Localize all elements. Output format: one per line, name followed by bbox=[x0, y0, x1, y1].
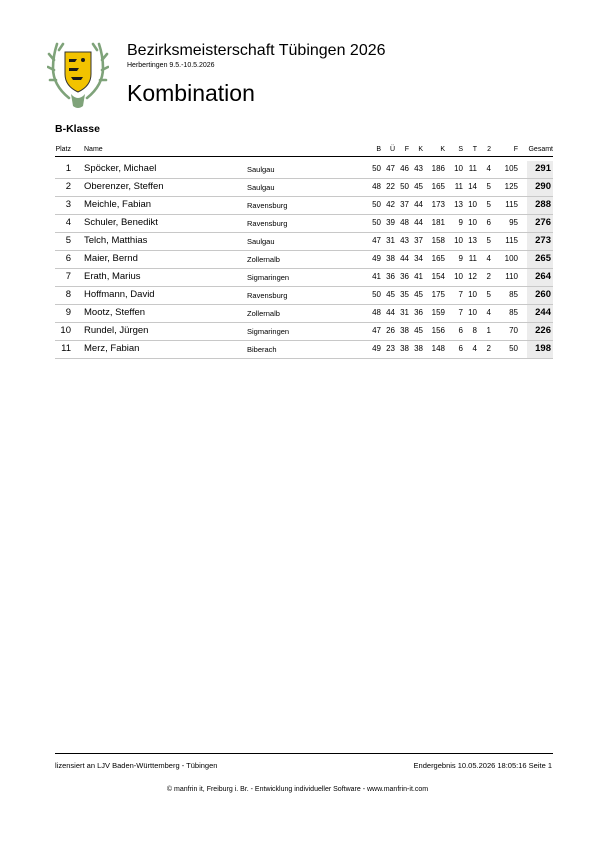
competitor-name: Hoffmann, David bbox=[84, 289, 155, 300]
club-name: Ravensburg bbox=[247, 291, 288, 300]
score-gesamt: 260 bbox=[535, 289, 551, 300]
competitor-name: Rundel, Jürgen bbox=[84, 325, 149, 336]
col-t: T bbox=[472, 146, 477, 153]
score-2: 5 bbox=[486, 236, 491, 245]
club-name: Sigmaringen bbox=[247, 273, 290, 282]
score-f-total: 105 bbox=[504, 164, 518, 173]
score-f-total: 125 bbox=[504, 182, 518, 191]
competitor-name: Spöcker, Michael bbox=[84, 163, 157, 174]
score-f: 38 bbox=[400, 326, 409, 335]
score-f: 31 bbox=[400, 308, 409, 317]
score-gesamt: 244 bbox=[535, 307, 551, 318]
col-b: B bbox=[376, 146, 381, 153]
rank: 5 bbox=[65, 235, 71, 246]
event-date-location: Herbertingen 9.5.-10.5.2026 bbox=[127, 62, 215, 69]
score-t: 10 bbox=[468, 218, 477, 227]
score-b: 41 bbox=[372, 272, 381, 281]
score-t: 10 bbox=[468, 290, 477, 299]
score-u: 38 bbox=[386, 254, 395, 263]
score-2: 4 bbox=[486, 254, 491, 263]
table-row bbox=[55, 215, 553, 233]
score-t: 4 bbox=[472, 344, 477, 353]
score-s: 10 bbox=[454, 236, 463, 245]
score-f-total: 50 bbox=[509, 344, 518, 353]
score-b: 49 bbox=[372, 344, 381, 353]
score-t: 13 bbox=[468, 236, 477, 245]
club-name: Zollernalb bbox=[247, 255, 280, 264]
score-f-total: 85 bbox=[509, 290, 518, 299]
score-2: 6 bbox=[486, 218, 491, 227]
score-b: 50 bbox=[372, 218, 381, 227]
table-row bbox=[55, 251, 553, 269]
club-name: Ravensburg bbox=[247, 201, 288, 210]
rank: 10 bbox=[60, 325, 71, 336]
score-k: 37 bbox=[414, 236, 423, 245]
score-t: 11 bbox=[468, 164, 477, 173]
score-f: 38 bbox=[400, 344, 409, 353]
club-name: Saulgau bbox=[247, 237, 275, 246]
competitor-name: Telch, Matthias bbox=[84, 235, 148, 246]
score-t: 10 bbox=[468, 200, 477, 209]
score-f-total: 115 bbox=[505, 236, 518, 245]
score-gesamt: 198 bbox=[535, 343, 551, 354]
col-f-total: F bbox=[513, 146, 518, 153]
score-k-total: 158 bbox=[431, 236, 445, 245]
score-b: 48 bbox=[372, 182, 381, 191]
score-t: 12 bbox=[468, 272, 477, 281]
score-k-total: 156 bbox=[431, 326, 445, 335]
score-f-total: 95 bbox=[509, 218, 518, 227]
rank: 9 bbox=[65, 307, 71, 318]
score-s: 10 bbox=[454, 164, 463, 173]
score-k: 45 bbox=[414, 182, 423, 191]
score-k: 41 bbox=[414, 272, 423, 281]
result-timestamp: Endergebnis 10.05.2026 18:05:16 Seite 1 bbox=[413, 761, 552, 770]
score-b: 50 bbox=[372, 164, 381, 173]
score-2: 5 bbox=[486, 182, 491, 191]
score-u: 42 bbox=[386, 200, 395, 209]
score-u: 31 bbox=[386, 236, 395, 245]
score-f: 44 bbox=[400, 254, 409, 263]
club-name: Saulgau bbox=[247, 183, 275, 192]
results-table bbox=[55, 161, 553, 359]
score-2: 5 bbox=[486, 200, 491, 209]
score-gesamt: 265 bbox=[535, 253, 551, 264]
score-gesamt: 288 bbox=[535, 199, 551, 210]
score-f: 46 bbox=[400, 164, 409, 173]
score-s: 13 bbox=[454, 200, 463, 209]
score-2: 4 bbox=[486, 164, 491, 173]
table-row bbox=[55, 323, 553, 341]
score-u: 22 bbox=[386, 182, 395, 191]
rank: 8 bbox=[65, 289, 71, 300]
table-row bbox=[55, 305, 553, 323]
score-s: 7 bbox=[458, 308, 463, 317]
score-f-total: 115 bbox=[505, 200, 518, 209]
section-heading: Kombination bbox=[127, 80, 255, 106]
competitor-name: Mootz, Steffen bbox=[84, 307, 146, 318]
col-platz: Platz bbox=[55, 146, 71, 153]
score-u: 36 bbox=[386, 272, 395, 281]
score-2: 2 bbox=[486, 272, 491, 281]
rank: 2 bbox=[65, 181, 71, 192]
score-s: 9 bbox=[458, 254, 463, 263]
col-s: S bbox=[458, 146, 463, 153]
rank: 6 bbox=[65, 253, 71, 264]
club-name: Saulgau bbox=[247, 165, 275, 174]
competitor-name: Erath, Marius bbox=[84, 271, 141, 282]
score-s: 9 bbox=[458, 218, 463, 227]
score-k-total: 148 bbox=[431, 344, 445, 353]
col-2: 2 bbox=[487, 146, 491, 153]
footer-divider bbox=[55, 753, 553, 754]
license-text: lizensiert an LJV Baden-Württemberg - Tübingen bbox=[55, 761, 218, 770]
score-gesamt: 264 bbox=[535, 271, 551, 282]
score-b: 49 bbox=[372, 254, 381, 263]
page-title: Bezirksmeisterschaft Tübingen 2026 bbox=[127, 42, 386, 59]
score-k: 44 bbox=[414, 218, 423, 227]
score-k-total: 154 bbox=[431, 272, 445, 281]
score-f: 36 bbox=[400, 272, 409, 281]
score-gesamt: 273 bbox=[535, 235, 551, 246]
score-s: 7 bbox=[458, 290, 463, 299]
score-b: 48 bbox=[372, 308, 381, 317]
table-row bbox=[55, 269, 553, 287]
rank: 1 bbox=[65, 163, 71, 174]
club-name: Ravensburg bbox=[247, 219, 288, 228]
score-f: 37 bbox=[400, 200, 409, 209]
score-u: 47 bbox=[386, 164, 395, 173]
score-u: 44 bbox=[386, 308, 395, 317]
score-u: 26 bbox=[386, 326, 395, 335]
competitor-name: Meichle, Fabian bbox=[84, 199, 152, 210]
score-k: 36 bbox=[414, 308, 423, 317]
table-row bbox=[55, 161, 553, 179]
competitor-name: Schuler, Benedikt bbox=[84, 217, 158, 228]
club-name: Zollernalb bbox=[247, 309, 280, 318]
score-f: 48 bbox=[400, 218, 409, 227]
score-b: 47 bbox=[372, 236, 381, 245]
club-name: Sigmaringen bbox=[247, 327, 290, 336]
score-f: 43 bbox=[400, 236, 409, 245]
score-2: 1 bbox=[486, 326, 491, 335]
table-row bbox=[55, 197, 553, 215]
score-k: 34 bbox=[414, 254, 423, 263]
col-gesamt: Gesamt bbox=[528, 146, 553, 153]
score-k-total: 165 bbox=[431, 182, 445, 191]
score-t: 8 bbox=[472, 326, 477, 335]
table-row bbox=[55, 233, 553, 251]
score-s: 11 bbox=[454, 182, 463, 191]
col-f: F bbox=[404, 146, 409, 153]
class-heading: B-Klasse bbox=[55, 123, 100, 135]
copyright-text: © manfrin it, Freiburg i. Br. - Entwicklung individueller Software - www.manfrin-it.com bbox=[166, 786, 429, 793]
score-k-total: 165 bbox=[431, 254, 445, 263]
antlers-coat-of-arms-icon bbox=[47, 40, 109, 110]
score-k-total: 173 bbox=[431, 200, 445, 209]
rank: 4 bbox=[65, 217, 71, 228]
score-gesamt: 290 bbox=[535, 181, 551, 192]
score-gesamt: 291 bbox=[535, 163, 551, 174]
score-s: 6 bbox=[458, 326, 463, 335]
score-u: 23 bbox=[386, 344, 395, 353]
score-f: 50 bbox=[400, 182, 409, 191]
score-2: 2 bbox=[486, 344, 491, 353]
rank: 7 bbox=[65, 271, 71, 282]
competitor-name: Maier, Bernd bbox=[84, 253, 138, 264]
score-k: 45 bbox=[414, 326, 423, 335]
table-row bbox=[55, 341, 553, 359]
score-b: 50 bbox=[372, 200, 381, 209]
score-b: 50 bbox=[372, 290, 381, 299]
table-row bbox=[55, 179, 553, 197]
score-k: 45 bbox=[414, 290, 423, 299]
score-gesamt: 226 bbox=[535, 325, 551, 336]
score-t: 10 bbox=[468, 308, 477, 317]
club-name: Biberach bbox=[247, 345, 277, 354]
score-b: 47 bbox=[372, 326, 381, 335]
score-gesamt: 276 bbox=[535, 217, 551, 228]
score-k-total: 159 bbox=[431, 308, 445, 317]
score-k-total: 181 bbox=[431, 218, 445, 227]
score-2: 5 bbox=[486, 290, 491, 299]
col-u: Ü bbox=[389, 146, 395, 153]
score-u: 39 bbox=[386, 218, 395, 227]
score-t: 14 bbox=[468, 182, 477, 191]
score-k: 43 bbox=[414, 164, 423, 173]
score-u: 45 bbox=[386, 290, 395, 299]
competitor-name: Oberenzer, Steffen bbox=[84, 181, 164, 192]
score-k-total: 186 bbox=[431, 164, 445, 173]
score-f-total: 110 bbox=[505, 272, 518, 281]
col-k: K bbox=[418, 146, 423, 153]
score-k: 44 bbox=[414, 200, 423, 209]
table-header bbox=[55, 145, 553, 157]
score-f-total: 70 bbox=[509, 326, 518, 335]
competitor-name: Merz, Fabian bbox=[84, 343, 140, 354]
rank: 11 bbox=[61, 343, 71, 354]
score-k-total: 175 bbox=[431, 290, 445, 299]
rank: 3 bbox=[65, 199, 71, 210]
score-s: 10 bbox=[454, 272, 463, 281]
score-t: 11 bbox=[468, 254, 477, 263]
score-f-total: 85 bbox=[509, 308, 518, 317]
col-name: Name bbox=[84, 146, 103, 153]
score-k: 38 bbox=[414, 344, 423, 353]
col-k-total: K bbox=[440, 146, 445, 153]
score-s: 6 bbox=[458, 344, 463, 353]
table-row bbox=[55, 287, 553, 305]
score-2: 4 bbox=[486, 308, 491, 317]
score-f-total: 100 bbox=[504, 254, 518, 263]
score-f: 35 bbox=[400, 290, 409, 299]
